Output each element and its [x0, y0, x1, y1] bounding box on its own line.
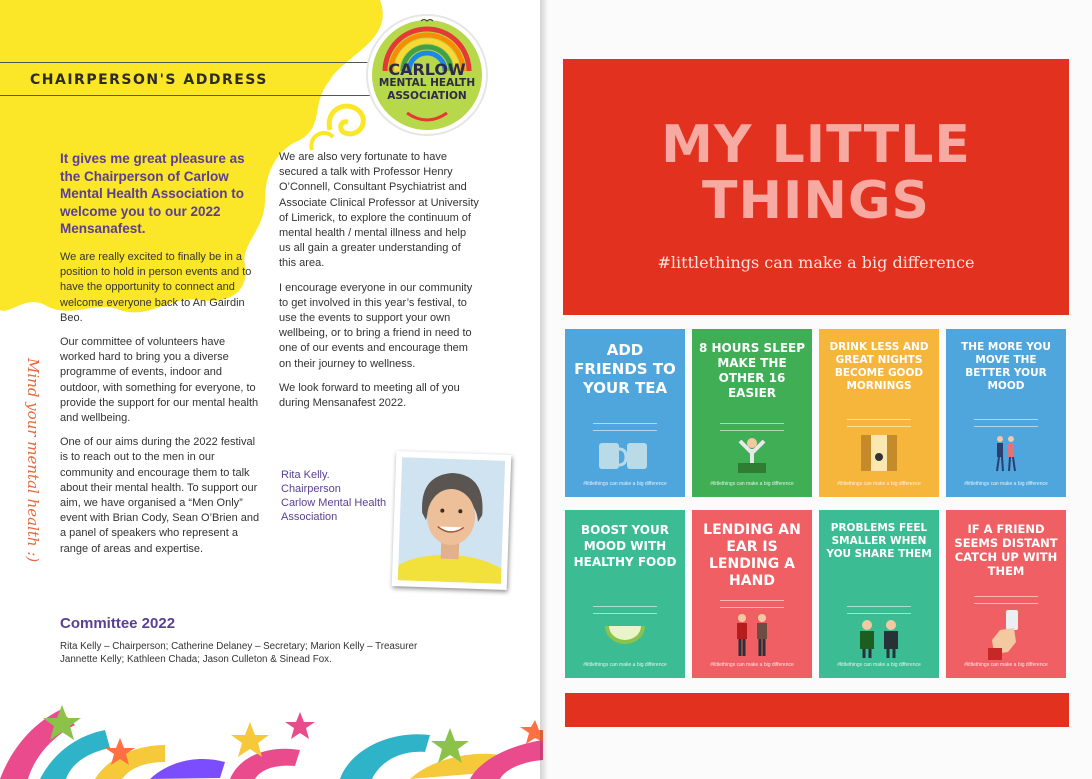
paragraph: We are also very fortunate to have secured a talk with Professor Henry O’Connell, Consultant Psychiatrist and Associate Clinical Professor at University of Limerick, to explore the continuum of mental health / mental illness and help us all gain a greater understanding of this area.: [279, 151, 479, 270]
logo-text-association: ASSOCIATION: [387, 90, 467, 102]
card-title: 8 HOURS SLEEP MAKE THE OTHER 16 EASIER: [698, 341, 806, 400]
card-title: IF A FRIEND SEEMS DISTANT CATCH UP WITH THEM: [954, 522, 1058, 578]
card-fine-print: [593, 606, 657, 614]
card-title: ADD FRIENDS TO YOUR TEA: [574, 341, 676, 397]
card-fine-print: [847, 606, 911, 614]
committee-line: Jannette Kelly; Kathleen Chada; Jason Culleton & Sinead Fox.: [60, 653, 332, 665]
vertical-tagline-text: Mind your mental health :): [24, 358, 42, 563]
poster-card: [565, 510, 685, 678]
vertical-tagline: [18, 358, 42, 588]
two-people-icon: [730, 612, 774, 658]
two-friends-icon: [853, 618, 905, 658]
bottom-red-bar: [565, 693, 1069, 727]
card-hashtag: #littlethings can make a big difference: [583, 662, 667, 668]
signature-org: Carlow Mental Health: [281, 497, 387, 509]
paragraph: One of our aims during the 2022 festival is to reach out to the men in our community and encourage them to talk about their mental health. To support our aim, we have organised a “Men Only” event with Brian Cody, Sean O’Brien and a panel of speakers who represent a range of areas and expertise.: [60, 436, 260, 555]
apple-slice-icon: [603, 622, 647, 646]
card-title: BOOST YOUR MOOD WITH HEALTHY FOOD: [573, 523, 677, 569]
signature-org: Association: [281, 511, 338, 523]
card-title: PROBLEMS FEEL SMALLER WHEN YOU SHARE THEM: [826, 522, 932, 560]
poster-card: [946, 510, 1066, 678]
page-spine-shadow: [540, 0, 548, 779]
committee-title: Committee 2022: [60, 615, 176, 632]
committee-members: [60, 641, 460, 667]
intro-paragraph: It gives me great pleasure as the Chairperson of Carlow Mental Health Association to welcome you to our 2022 Mensanafest.: [60, 151, 245, 236]
logo-text-mental-health: MENTAL HEALTH: [378, 77, 476, 89]
body-column-1: [60, 250, 260, 566]
left-page: [0, 0, 543, 779]
card-hashtag: #littlethings can make a big difference: [837, 662, 921, 668]
poster-card: [692, 329, 812, 497]
poster-card: [819, 510, 939, 678]
phone-hand-icon: [986, 608, 1026, 660]
right-page: [543, 0, 1092, 779]
stars-decoration: [0, 700, 543, 779]
poster-card: [692, 510, 812, 678]
teacups-icon: [595, 437, 655, 473]
card-hashtag: #littlethings can make a big difference: [964, 662, 1048, 668]
chairperson-photo: [392, 451, 512, 590]
card-title: DRINK LESS AND GREAT NIGHTS BECOME GOOD MORNINGS: [829, 341, 929, 392]
card-fine-print: [593, 423, 657, 431]
banner-title-line: MY LITTLE: [661, 115, 971, 175]
card-fine-print: [974, 596, 1038, 604]
stretching-person-icon: [732, 435, 772, 475]
signature-block: [281, 468, 386, 524]
card-fine-print: [720, 423, 784, 431]
portrait-image: [398, 457, 505, 584]
card-hashtag: #littlethings can make a big difference: [964, 481, 1048, 487]
card-title: LENDING AN EAR IS LENDING A HAND: [703, 522, 801, 589]
walking-couple-icon: [991, 433, 1021, 473]
card-title: THE MORE YOU MOVE THE BETTER YOUR MOOD: [961, 341, 1051, 392]
paragraph: I encourage everyone in our community to get involved in this year’s festival, to use the events to support your own wellbeing, or to bring a friend in need to one of our events and encourage them on their journey to wellness.: [279, 281, 473, 370]
committee-line: Rita Kelly – Chairperson; Catherine Delaney – Secretary; Marion Kelly – Treasurer: [60, 641, 418, 652]
paragraph: We look forward to meeting all of you during Mensanafest 2022.: [279, 381, 460, 410]
card-fine-print: [974, 419, 1038, 427]
logo-text-carlow: CARLOW: [388, 60, 466, 79]
my-little-things-banner: [563, 59, 1069, 315]
paragraph: We are really excited to finally be in a position to hold in person events and to have the opportunity to connect and welcome everyone back to An Gairdin Beo.: [60, 251, 252, 324]
poster-card: [946, 329, 1066, 497]
signature-name: Rita Kelly.: [281, 469, 330, 481]
section-title: CHAIRPERSON'S ADDRESS: [30, 72, 268, 88]
card-hashtag: #littlethings can make a big difference: [583, 481, 667, 487]
banner-subtitle: #littlethings can make a big difference: [657, 253, 975, 272]
card-hashtag: #littlethings can make a big difference: [710, 481, 794, 487]
poster-card: [565, 329, 685, 497]
poster-card: [819, 329, 939, 497]
banner-title-line: THINGS: [702, 171, 930, 231]
card-fine-print: [847, 419, 911, 427]
card-fine-print: [720, 600, 784, 608]
signature-role: Chairperson: [281, 483, 341, 495]
card-hashtag: #littlethings can make a big difference: [710, 662, 794, 668]
window-curtains-icon: [857, 431, 901, 475]
body-column-2: [279, 150, 479, 420]
card-hashtag: #littlethings can make a big difference: [837, 481, 921, 487]
banner-title: [563, 117, 1069, 229]
paragraph: Our committee of volunteers have worked hard to bring you a diverse programme of events, indoor and outdoor, with something for everyone, to provide the support for our mental health and wellbeing.: [60, 336, 259, 425]
